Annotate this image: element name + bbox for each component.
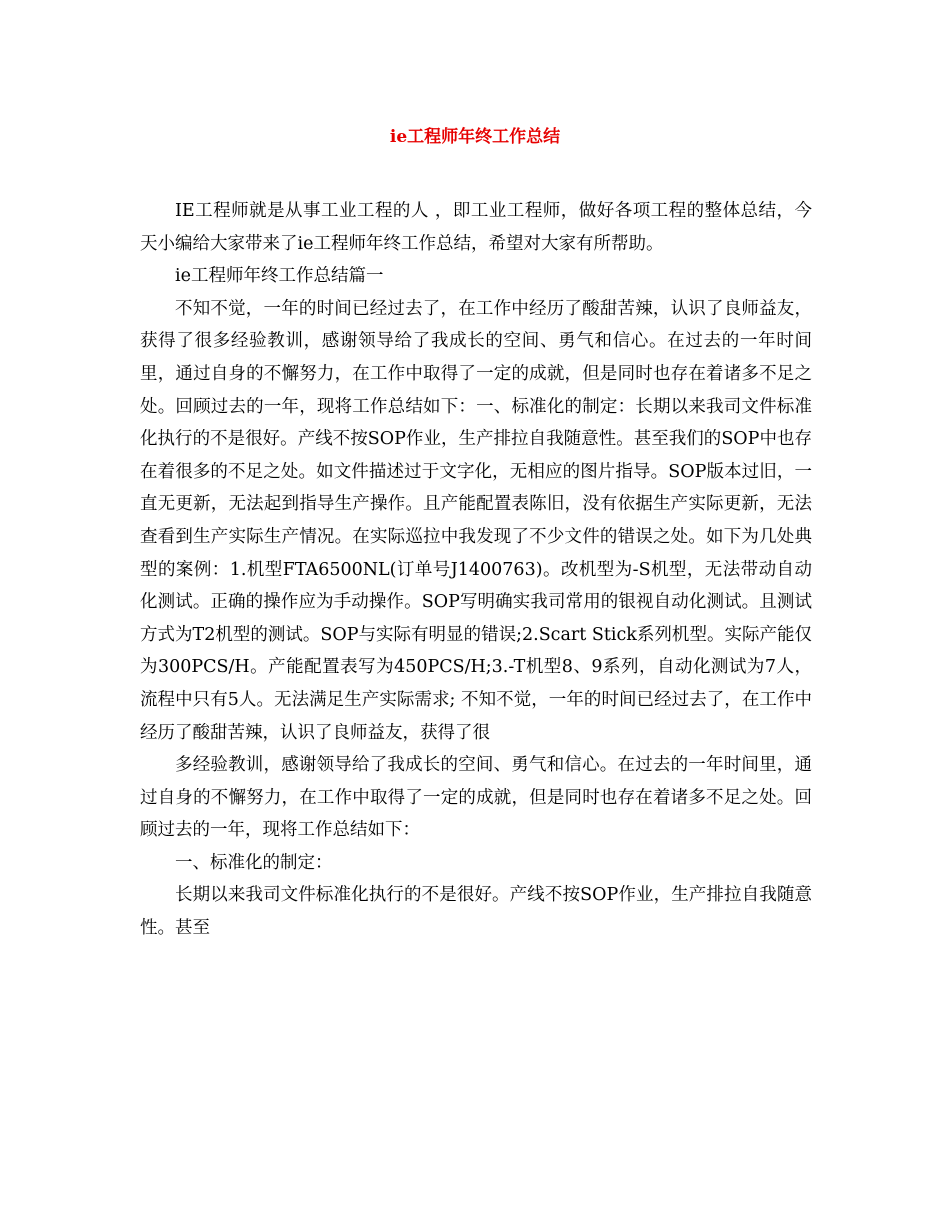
body-paragraph: 长期以来我司文件标准化执行的不是很好。产线不按SOP作业，生产排拉自我随意性。甚至 <box>140 885 812 939</box>
body-paragraph: 不知不觉，一年的时间已经过去了，在工作中经历了酸甜苦辣，认识了良师益友，获得了很多经验教训，感谢领导给了我成长的空间、勇气和信心。在过去的一年时间里，通过自身的不懈努力，在工作中取得了一定的成就，但是同时也存在着诸多不足之处。回顾过去的一年，现将工作总结如下：一、标准化的制定：长期以来我司文件标准化执行的不是很好。产线不按SOP作业，生产排拉自我随意性。甚至我们的SOP中也存在着很多的不足之处。如文件描述过于文字化，无相应的图片指导。SOP版本过旧，一直无更新，无法起到指导生产操作。且产能配置表陈旧，没有依据生产实际更新，无法查看到生产实际生产情况。在实际巡拉中我发现了不少文件的错误之处。如下为几处典型的案例：1.机型FTA6500NL(订单号J1400763)。改机型为-S机型，无法带动自动化测试。正确的操作应为手动操作。SOP写明确实我司常用的银视自动化测试。且测试方式为T2机型的测试。SOP与实际有明显的错误;2.Scart Stick系列机型。实际产能仅为300PCS/H。产能配置表写为450PCS/H;3.-T机型8、9系列，自动化测试为7人，流程中只有5人。无法满足生产实际需求; 不知不觉，一年的时间已经过去了，在工作中经历了酸甜苦辣，认识了良师益友，获得了很 <box>140 298 812 743</box>
intro-paragraph: IE工程师就是从事工业工程的人 ，即工业工程师，做好各项工程的整体总结，今天小编给大家带来了ie工程师年终工作总结，希望对大家有所帮助。 <box>140 201 812 254</box>
subsection-heading: 一、标准化的制定： <box>175 852 333 873</box>
document-body <box>140 195 812 945</box>
body-paragraph: 多经验教训，感谢领导给了我成长的空间、勇气和信心。在过去的一年时间里，通过自身的不懈努力，在工作中取得了一定的成就，但是同时也存在着诸多不足之处。回顾过去的一年，现将工作总结如下： <box>140 755 812 841</box>
section-heading: ie工程师年终工作总结篇一 <box>175 266 384 287</box>
document-title: ie工程师年终工作总结 <box>389 127 561 147</box>
